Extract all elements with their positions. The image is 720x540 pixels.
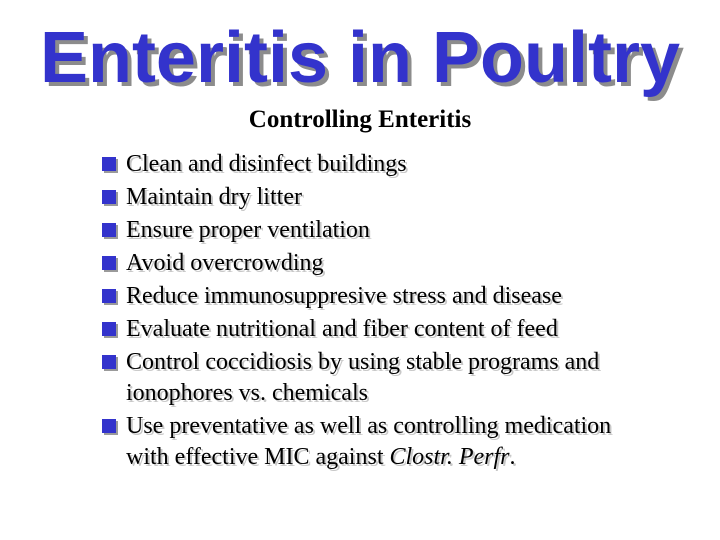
square-bullet-icon [102, 355, 116, 369]
bullet-item [100, 281, 710, 312]
bullet-text-line1: Use preventative as well as controlling medication [126, 413, 612, 439]
bullet-item [100, 215, 710, 246]
bullet-item [100, 347, 710, 409]
bullet-text-prefix: with effective MIC against [126, 444, 390, 470]
bullet-text: Clean and disinfect buildings [126, 151, 407, 177]
organism-name: Clostr. Perfr [389, 444, 510, 470]
square-bullet-icon [102, 289, 116, 303]
bullet-item [100, 411, 710, 473]
bullet-text: Evaluate nutritional and fiber content of feed [126, 316, 558, 342]
bullet-item [100, 182, 710, 213]
bullet-text: Ensure proper ventilation [126, 217, 370, 243]
bullet-text: Avoid overcrowding [126, 250, 324, 276]
bullet-text-line1: Control coccidiosis by using stable programs and [126, 349, 600, 375]
bullet-item [100, 149, 710, 180]
square-bullet-icon [102, 419, 116, 433]
bullet-text: Reduce immunosuppresive stress and disease [126, 283, 562, 309]
bullet-text-line2: ionophores vs. chemicals [126, 380, 368, 406]
bullet-item [100, 248, 710, 279]
square-bullet-icon [102, 223, 116, 237]
bullet-text-line2 [126, 442, 710, 473]
square-bullet-icon [102, 157, 116, 171]
square-bullet-icon [102, 256, 116, 270]
bullet-text: Maintain dry litter [126, 184, 302, 210]
square-bullet-icon [102, 322, 116, 336]
slide-title: Enteritis in Poultry [39, 18, 681, 98]
slide-subtitle: Controlling Enteritis [248, 106, 472, 133]
bullet-item [100, 314, 710, 345]
bullet-list [100, 149, 710, 475]
bullet-text-suffix: . [509, 444, 516, 470]
square-bullet-icon [102, 190, 116, 204]
